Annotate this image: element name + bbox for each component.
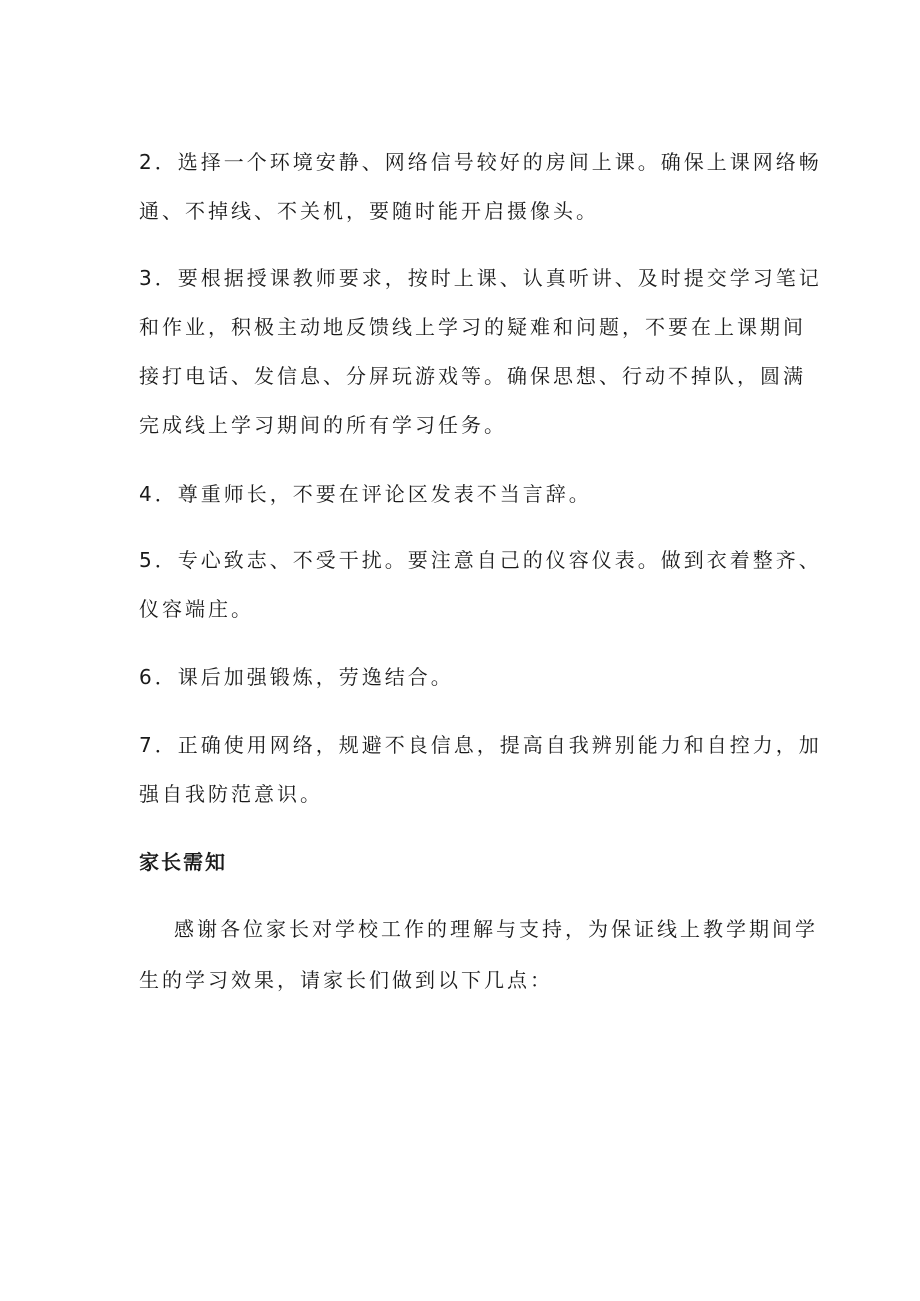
item-3-line-2: 和作业，积极主动地反馈线上学习的疑难和问题，不要在上课期间	[139, 315, 806, 339]
intro-line-1: 感谢各位家长对学校工作的理解与支持，为保证线上教学期间学	[174, 917, 818, 941]
item-2-line-2: 通、不掉线、不关机，要随时能开启摄像头。	[139, 199, 599, 223]
item-3-line-3: 接打电话、发信息、分屏玩游戏等。确保思想、行动不掉队，圆满	[139, 364, 806, 388]
item-2-line-1: 2．选择一个环境安静、网络信号较好的房间上课。确保上课网络畅	[139, 150, 822, 174]
section-heading: 家长需知	[139, 850, 227, 874]
item-4-line-1: 4．尊重师长，不要在评论区发表不当言辞。	[139, 482, 592, 506]
item-5-line-2: 仪容端庄。	[139, 597, 254, 621]
item-7-line-1: 7．正确使用网络，规避不良信息，提高自我辨别能力和自控力，加	[139, 733, 822, 757]
item-6-line-1: 6．课后加强锻炼，劳逸结合。	[139, 665, 454, 689]
item-5-line-1: 5．专心致志、不受干扰。要注意自己的仪容仪表。做到衣着整齐、	[139, 548, 822, 572]
intro-line-2: 生的学习效果，请家长们做到以下几点：	[139, 968, 553, 992]
item-3-line-4: 完成线上学习期间的所有学习任务。	[139, 413, 507, 437]
item-7-line-2: 强自我防范意识。	[139, 782, 323, 806]
item-3-line-1: 3．要根据授课教师要求，按时上课、认真听讲、及时提交学习笔记	[139, 266, 822, 290]
